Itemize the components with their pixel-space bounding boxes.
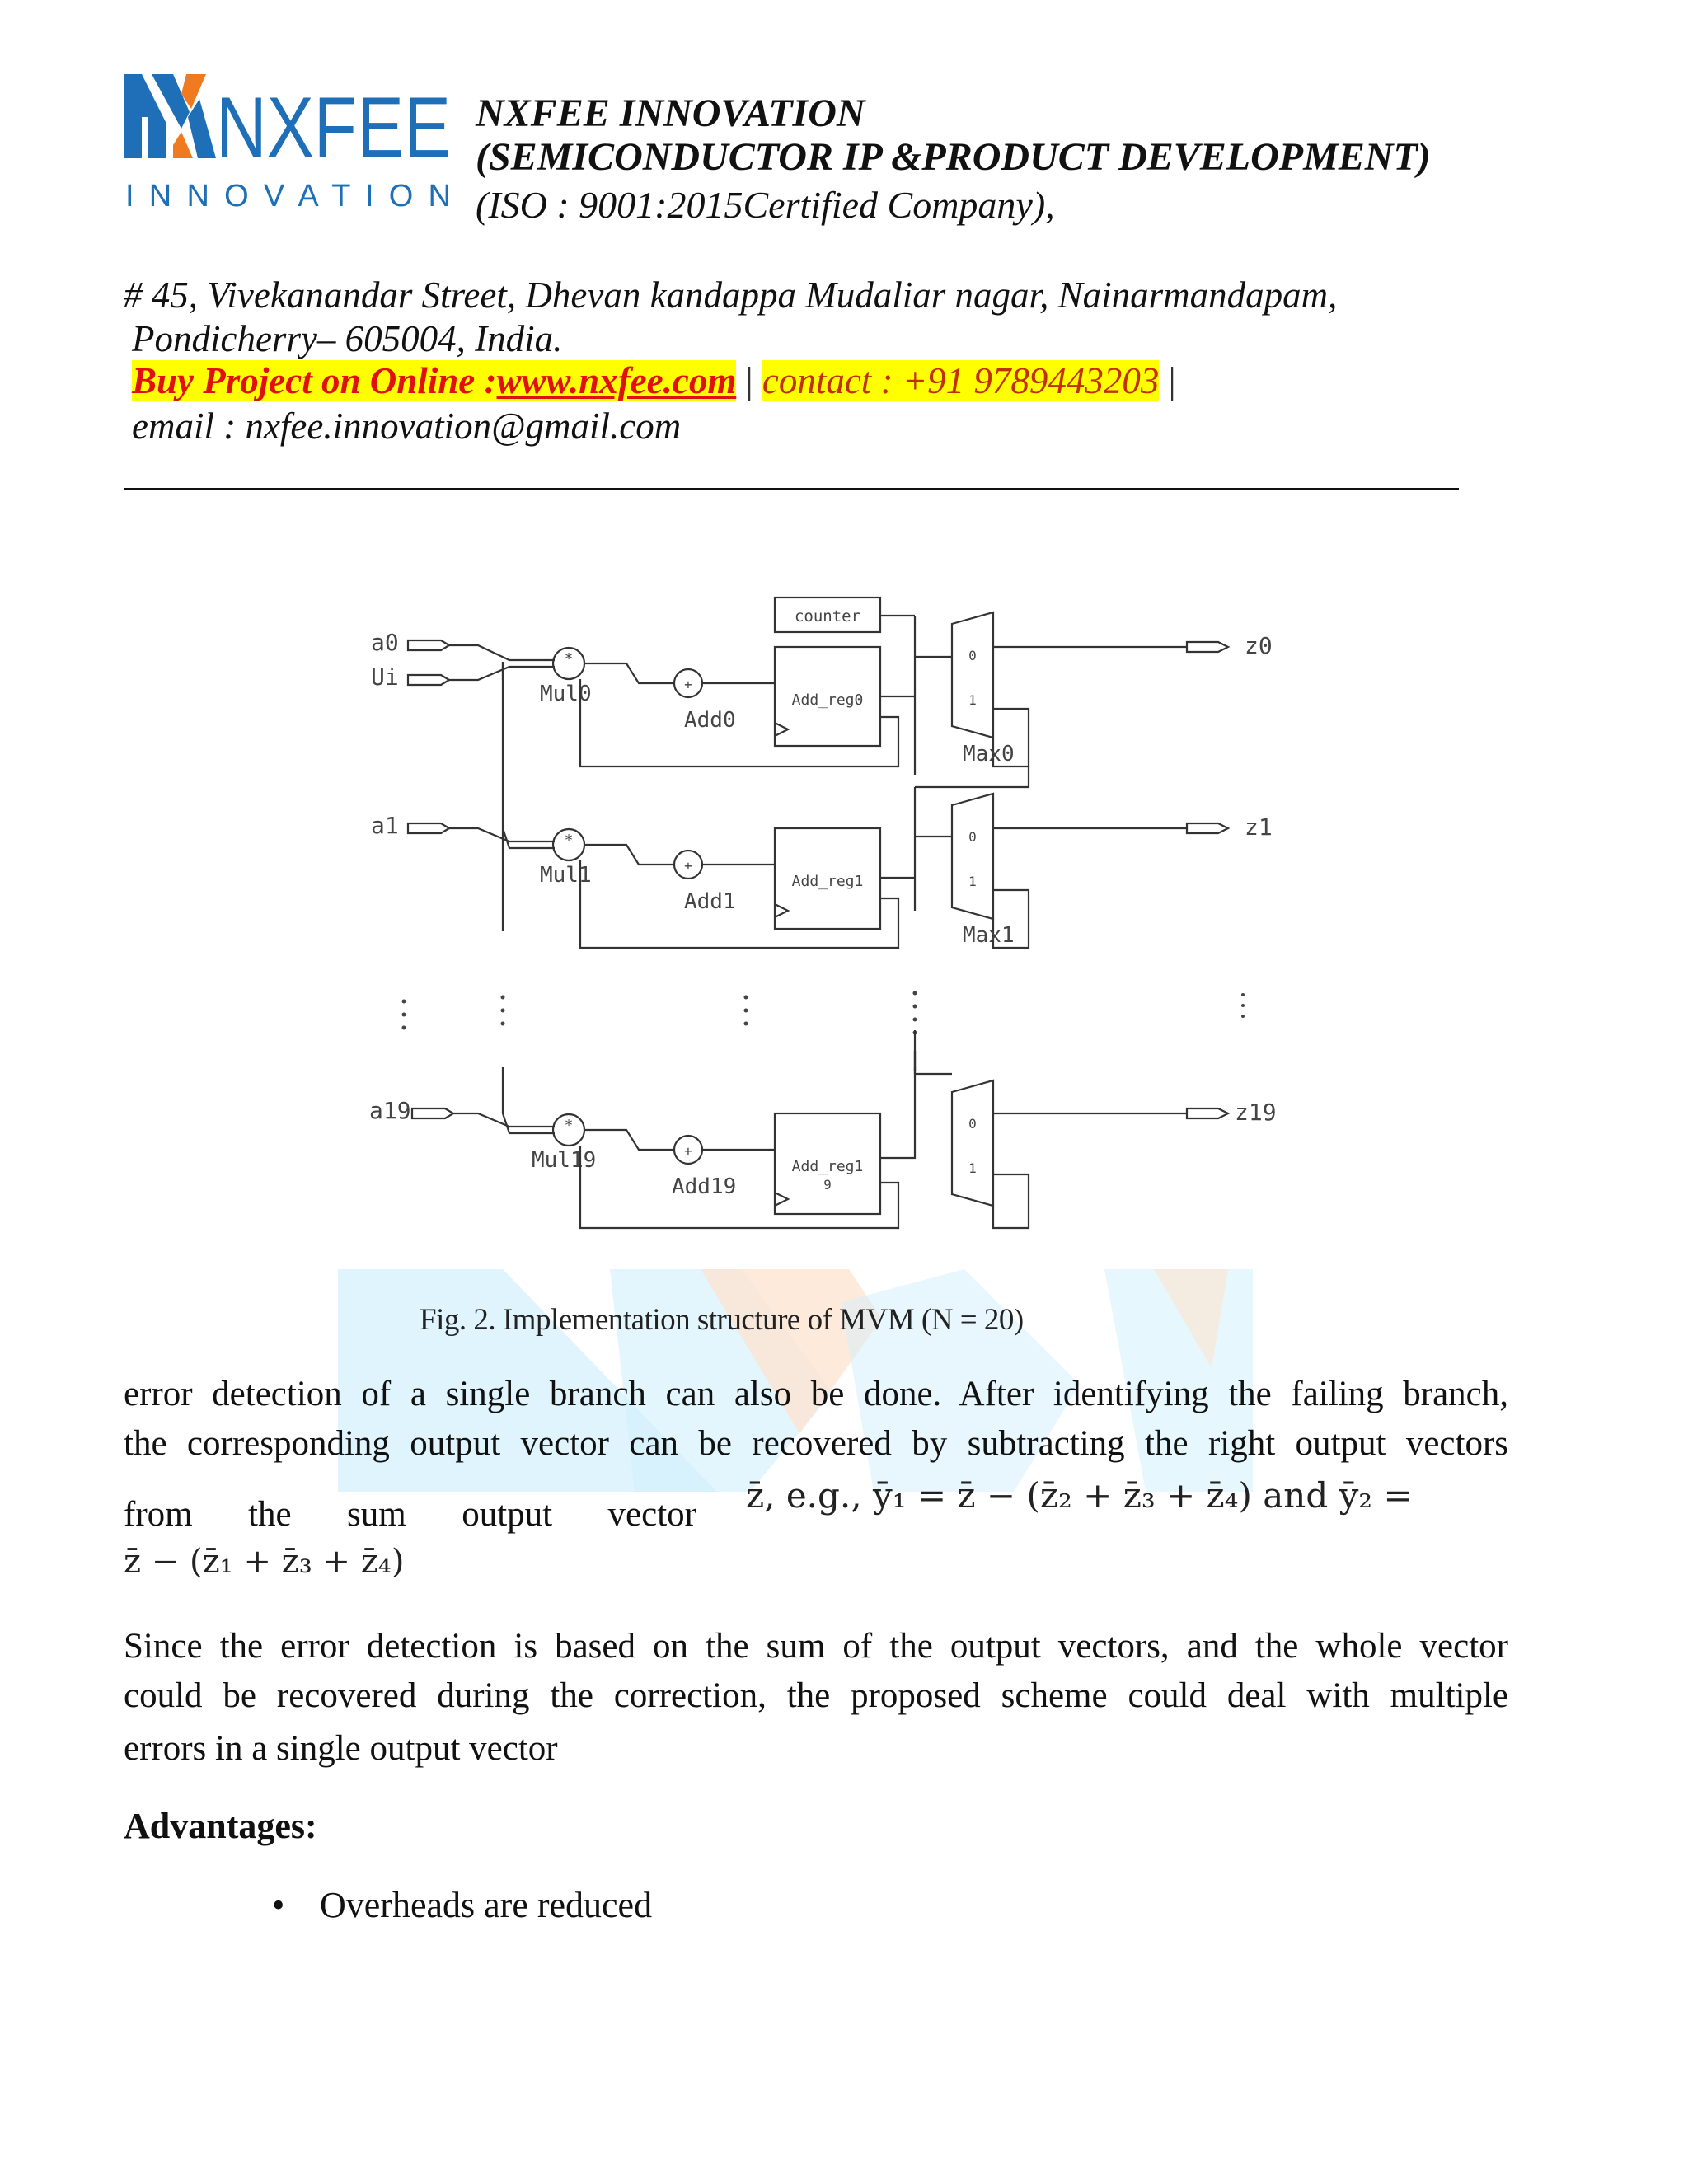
output-z1: z1 bbox=[1245, 813, 1273, 841]
output-z0: z0 bbox=[1245, 632, 1273, 659]
paragraph-1-line-2: the corresponding output vector can be recovered by subtracting the right output vectors bbox=[124, 1424, 1508, 1463]
output-z19: z19 bbox=[1235, 1099, 1277, 1126]
contact-line bbox=[132, 359, 1176, 402]
input-a19: a19 bbox=[369, 1097, 411, 1124]
port-z19 bbox=[1187, 1108, 1228, 1118]
company-name: NXFEE INNOVATION bbox=[476, 91, 865, 135]
port-a0 bbox=[408, 640, 449, 650]
label-add19: Add19 bbox=[672, 1174, 737, 1199]
advantages-heading: Advantages: bbox=[124, 1806, 317, 1846]
svg-text:+: + bbox=[684, 1143, 692, 1159]
branch-row-1 bbox=[371, 794, 1273, 948]
svg-text:0: 0 bbox=[968, 1116, 977, 1132]
contact-phone[interactable]: contact : +91 9789443203 bbox=[762, 360, 1160, 401]
company-subtitle: (SEMICONDUCTOR IP &PRODUCT DEVELOPMENT) bbox=[476, 135, 1431, 179]
paragraph-2-line-2: could be recovered during the correction, the proposed scheme could deal with multiple bbox=[124, 1676, 1508, 1715]
mvm-structure-diagram bbox=[363, 581, 1302, 1240]
separator: | bbox=[1168, 360, 1176, 401]
label-add0: Add0 bbox=[684, 708, 736, 733]
counter-label: counter bbox=[794, 607, 861, 626]
svg-text:1: 1 bbox=[968, 692, 977, 708]
bullet-dot: • bbox=[272, 1885, 285, 1925]
bullet-item: Overheads are reduced bbox=[320, 1885, 653, 1925]
port-z0 bbox=[1187, 642, 1228, 652]
label-reg19-suffix: 9 bbox=[823, 1177, 832, 1193]
port-a1 bbox=[408, 823, 449, 833]
nxfee-logo bbox=[124, 66, 453, 223]
label-mul0: Mul0 bbox=[540, 682, 592, 706]
svg-text:0: 0 bbox=[968, 829, 977, 845]
input-a0: a0 bbox=[371, 629, 399, 656]
buy-project-label: Buy Project on Online : bbox=[132, 360, 497, 401]
label-add1: Add1 bbox=[684, 889, 736, 914]
email-address[interactable]: email : nxfee.innovation@gmail.com bbox=[132, 405, 682, 447]
paragraph-2-line-3: errors in a single output vector bbox=[124, 1729, 558, 1768]
iso-certification: (ISO : 9001:2015Certified Company), bbox=[476, 184, 1055, 226]
port-ui bbox=[408, 675, 449, 685]
input-a1: a1 bbox=[371, 812, 399, 839]
add-symbol: + bbox=[684, 677, 692, 692]
svg-text:1: 1 bbox=[968, 1160, 977, 1176]
label-reg0: Add_reg0 bbox=[791, 691, 864, 709]
svg-text:0: 0 bbox=[968, 648, 977, 663]
logo-word: NXFEE bbox=[216, 80, 451, 176]
address-line-2: Pondicherry– 605004, India. bbox=[132, 318, 563, 359]
port-a19 bbox=[412, 1108, 453, 1118]
equation-2: z̄ − (z̄₁ + z̄₃ + z̄₄) bbox=[124, 1543, 405, 1581]
svg-text:1: 1 bbox=[968, 874, 977, 889]
header-divider bbox=[124, 488, 1459, 490]
label-max0: Max0 bbox=[963, 742, 1015, 766]
website-link[interactable]: www.nxfee.com bbox=[496, 360, 737, 401]
figure-caption: Fig. 2. Implementation structure of MVM (N = 20) bbox=[420, 1303, 1024, 1337]
svg-text:*: * bbox=[564, 1117, 574, 1134]
paragraph-1-line-1: error detection of a single branch can also be done. After identifying the failing branch, bbox=[124, 1375, 1508, 1413]
label-max1: Max1 bbox=[963, 923, 1015, 948]
branch-row-0 bbox=[371, 612, 1273, 787]
svg-text:+: + bbox=[684, 858, 692, 874]
equation-1: z̄, e.g., ȳ₁ = z̄ − (z̄₂ + z̄₃ + z̄₄) and ȳ₂ = bbox=[746, 1475, 1413, 1516]
logo-subtext: I N N O V A T I O N bbox=[125, 179, 451, 213]
mul-symbol: * bbox=[564, 650, 574, 668]
address-line-1: # 45, Vivekanandar Street, Dhevan kandappa Mudaliar nagar, Nainarmandapam, bbox=[124, 274, 1338, 316]
label-mul1: Mul1 bbox=[540, 863, 592, 888]
svg-text:*: * bbox=[564, 832, 574, 849]
label-mul19: Mul19 bbox=[532, 1148, 597, 1173]
port-z1 bbox=[1187, 823, 1228, 833]
mux-0 bbox=[952, 612, 993, 738]
separator: | bbox=[745, 360, 753, 401]
label-reg19: Add_reg1 bbox=[791, 1158, 864, 1175]
paragraph-1-line-3: from the sum output vector bbox=[124, 1495, 696, 1534]
mux-19 bbox=[952, 1080, 993, 1206]
input-ui: Ui bbox=[371, 663, 399, 691]
label-reg1: Add_reg1 bbox=[791, 873, 864, 890]
branch-row-19 bbox=[369, 1030, 1277, 1228]
paragraph-2-line-1: Since the error detection is based on the sum of the output vectors, and the whole vector bbox=[124, 1627, 1508, 1666]
mux-1 bbox=[952, 794, 993, 919]
ellipsis-dots bbox=[402, 991, 1245, 1035]
